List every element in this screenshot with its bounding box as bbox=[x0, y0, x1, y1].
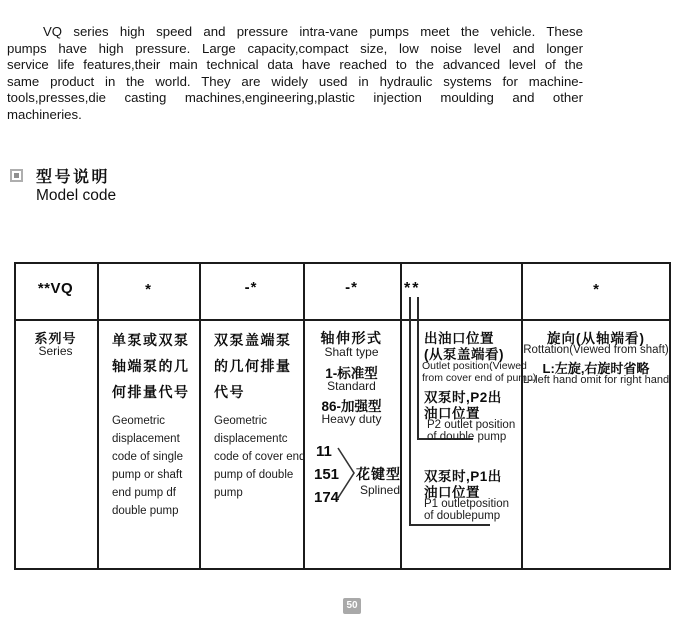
col2-en-line: double pump bbox=[112, 505, 179, 517]
header-cell-cover-displacement: -* bbox=[244, 279, 258, 296]
col3-en-line: Geometric bbox=[214, 415, 268, 427]
spline-code: 151 bbox=[314, 466, 340, 483]
p2-outlet-cn-2: 油口位置 bbox=[424, 406, 480, 421]
shaft-standard-cn: 1-标准型 bbox=[325, 366, 378, 381]
rotation-title-cn: 旋向(从轴端看) bbox=[547, 331, 645, 346]
col2-en-line: Geometric bbox=[112, 415, 166, 427]
outlet-title-cn-2: (从泵盖端看) bbox=[424, 347, 504, 362]
header-cell-rotation: * bbox=[593, 281, 599, 298]
table-header-divider bbox=[14, 319, 671, 321]
shaft-type-title-cn: 轴伸形式 bbox=[320, 330, 383, 346]
header-cell-shaft-displacement: * bbox=[145, 281, 151, 298]
intro-paragraph bbox=[7, 24, 583, 124]
shaft-type-title-en: Shaft type bbox=[324, 345, 379, 359]
p2-outlet-en-1: P2 outlet position bbox=[427, 419, 516, 431]
col3-en-line: displacementc bbox=[214, 433, 288, 445]
col2-en-line: end pump df bbox=[112, 487, 176, 499]
p1-outlet-cn-2: 油口位置 bbox=[424, 485, 480, 500]
connector-line-p2-vertical bbox=[417, 297, 419, 440]
col2-cn-line: 何排量代号 bbox=[112, 384, 190, 400]
p2-outlet-en-2: of double pump bbox=[427, 431, 507, 443]
intro-line: pumps have high pressure. Large capacity,compact size, low noise level and longer bbox=[7, 40, 583, 56]
connector-line-p1-horizontal bbox=[409, 524, 490, 526]
table-column-divider bbox=[199, 262, 201, 570]
section-title-cn: 型号说明 bbox=[36, 169, 111, 186]
rotation-title-en: Rottation(Viewed from shaft) bbox=[523, 344, 669, 356]
connector-line-p1-vertical bbox=[409, 297, 411, 526]
spline-brace-icon bbox=[337, 447, 357, 499]
intro-line: service life features,their main technical data have reached to the advanced level of the bbox=[7, 57, 583, 73]
spline-label-cn: 花键型 bbox=[356, 466, 401, 482]
p1-outlet-cn-1: 双泵时,P1出 bbox=[424, 469, 502, 484]
outlet-title-cn-1: 出油口位置 bbox=[424, 331, 494, 346]
square-bullet-icon bbox=[10, 169, 23, 182]
col3-en-line: code of cover end bbox=[214, 451, 306, 463]
shaft-heavy-cn: 86-加强型 bbox=[321, 399, 382, 414]
p1-outlet-en-2: of doublepump bbox=[424, 510, 501, 522]
outlet-title-en-2: from cover end of pump) bbox=[422, 372, 537, 384]
series-label-en: Series bbox=[38, 344, 73, 358]
outlet-title-en-1: Outlet position(Viewed bbox=[422, 360, 527, 372]
col2-cn-line: 轴端泵的几 bbox=[112, 358, 190, 374]
header-cell-outlet-position: ** bbox=[404, 280, 421, 297]
intro-line: machineries. bbox=[7, 106, 82, 122]
col3-cn-line: 代号 bbox=[214, 384, 245, 400]
col3-cn-line: 双泵盖端泵 bbox=[214, 332, 292, 348]
page-number-badge: 50 bbox=[343, 598, 361, 614]
header-cell-shaft-type: -* bbox=[345, 279, 358, 296]
intro-line: VQ series high speed and pressure intra-vane pumps meet the vehicle. These bbox=[43, 24, 583, 39]
table-column-divider bbox=[400, 262, 402, 570]
col3-en-line: pump of double bbox=[214, 469, 294, 481]
rotation-left-cn: L:左旋,右旋时省略 bbox=[542, 361, 650, 376]
intro-line: tools,presses,die casting machines,engineering,plastic injection moulding and other bbox=[7, 90, 583, 106]
shaft-heavy-en: Heavy duty bbox=[321, 412, 382, 426]
p2-outlet-cn-1: 双泵时,P2出 bbox=[424, 390, 502, 405]
section-title-en: Model code bbox=[36, 187, 117, 204]
square-bullet-inner bbox=[14, 173, 19, 178]
header-cell-series-code: **VQ bbox=[37, 280, 74, 297]
series-label-cn: 系列号 bbox=[34, 331, 77, 346]
col3-en-line: pump bbox=[214, 487, 243, 499]
p1-outlet-en-1: P1 outletposition bbox=[424, 498, 510, 510]
table-column-divider bbox=[97, 262, 99, 570]
col3-cn-line: 的几何排量 bbox=[214, 358, 292, 374]
col2-en-line: code of single bbox=[112, 451, 183, 463]
col2-en-line: pump or shaft bbox=[112, 469, 183, 481]
shaft-standard-en: Standard bbox=[327, 379, 376, 393]
spline-code: 174 bbox=[314, 489, 340, 506]
col2-en-line: displacement bbox=[112, 433, 180, 445]
rotation-left-en: L–left hand omit for right hand bbox=[522, 374, 670, 386]
intro-line: same product in the world. They are widely used in hydraulic systems for machine- bbox=[7, 73, 583, 89]
spline-code: 11 bbox=[316, 443, 332, 460]
spline-label-en: Splined bbox=[360, 483, 401, 497]
table-column-divider bbox=[521, 262, 523, 570]
col2-cn-line: 单泵或双泵 bbox=[112, 332, 190, 348]
